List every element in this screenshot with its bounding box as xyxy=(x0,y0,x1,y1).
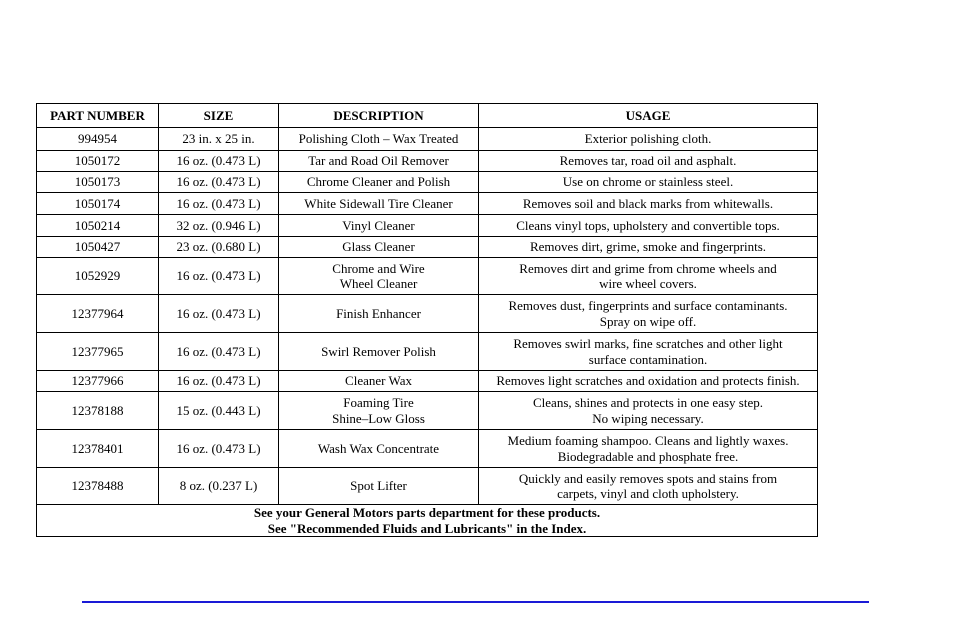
description-cell xyxy=(279,128,479,151)
header-description: DESCRIPTION xyxy=(279,104,479,128)
description-cell xyxy=(279,468,479,505)
size-cell: 16 oz. (0.473 L) xyxy=(159,371,279,392)
part-number-cell: 12378401 xyxy=(37,430,159,468)
size-cell: 16 oz. (0.473 L) xyxy=(159,193,279,215)
usage-cell xyxy=(479,258,818,295)
description-line: Tar and Road Oil Remover xyxy=(308,153,449,169)
size-cell: 16 oz. (0.473 L) xyxy=(159,333,279,371)
description-cell xyxy=(279,237,479,258)
usage-line: Quickly and easily removes spots and stains from xyxy=(518,470,778,486)
header-size: SIZE xyxy=(159,104,279,128)
part-number-cell: 1050427 xyxy=(37,237,159,258)
table-header-row xyxy=(37,104,818,128)
usage-line: Cleans, shines and protects in one easy step. xyxy=(533,395,763,410)
description-line: Wheel Cleaner xyxy=(339,276,418,291)
table-row xyxy=(37,333,818,371)
usage-cell xyxy=(479,371,818,392)
usage-line: wire wheel covers. xyxy=(599,276,697,291)
usage-cell xyxy=(479,237,818,258)
usage-line: Medium foaming shampoo. Cleans and lightly waxes. xyxy=(507,433,789,448)
usage-line: Removes light scratches and oxidation and protects finish. xyxy=(496,373,800,389)
description-line: Vinyl Cleaner xyxy=(342,217,415,233)
table-row xyxy=(37,172,818,193)
usage-line: carpets, vinyl and cloth upholstery. xyxy=(557,486,739,501)
usage-cell xyxy=(479,333,818,371)
parts-table xyxy=(36,103,818,537)
table-row xyxy=(37,237,818,258)
description-line: Cleaner Wax xyxy=(345,373,412,389)
footer-note xyxy=(37,505,818,537)
description-line: Polishing Cloth – Wax Treated xyxy=(298,131,459,147)
size-cell: 8 oz. (0.237 L) xyxy=(159,468,279,505)
usage-line: Removes soil and black marks from whitewalls. xyxy=(522,195,774,211)
size-cell: 23 oz. (0.680 L) xyxy=(159,237,279,258)
usage-cell xyxy=(479,172,818,193)
header-part-number: PART NUMBER xyxy=(37,104,159,128)
description-cell xyxy=(279,392,479,430)
description-cell xyxy=(279,172,479,193)
size-cell: 16 oz. (0.473 L) xyxy=(159,172,279,193)
description-cell xyxy=(279,215,479,237)
usage-line: Cleans vinyl tops, upholstery and convertible tops. xyxy=(516,217,780,233)
usage-line: No wiping necessary. xyxy=(592,410,704,426)
part-number-cell: 1050214 xyxy=(37,215,159,237)
table-row xyxy=(37,258,818,295)
size-cell: 16 oz. (0.473 L) xyxy=(159,295,279,333)
description-cell xyxy=(279,193,479,215)
part-number-cell: 12377964 xyxy=(37,295,159,333)
usage-cell xyxy=(479,430,818,468)
description-line: Spot Lifter xyxy=(350,478,407,494)
description-cell xyxy=(279,333,479,371)
description-line: Finish Enhancer xyxy=(336,305,421,321)
description-cell xyxy=(279,371,479,392)
description-line: Shine–Low Gloss xyxy=(332,410,425,426)
part-number-cell: 12378188 xyxy=(37,392,159,430)
usage-cell xyxy=(479,151,818,172)
usage-line: Removes tar, road oil and asphalt. xyxy=(559,153,737,169)
description-line: Chrome and Wire xyxy=(332,260,425,276)
description-line: Wash Wax Concentrate xyxy=(317,440,440,456)
table-row xyxy=(37,392,818,430)
part-number-cell: 1052929 xyxy=(37,258,159,295)
size-cell: 23 in. x 25 in. xyxy=(159,128,279,151)
page-rule xyxy=(82,601,869,603)
usage-cell xyxy=(479,215,818,237)
usage-line: Removes dirt and grime from chrome wheels and xyxy=(519,260,777,276)
part-number-cell: 12377965 xyxy=(37,333,159,371)
part-number-cell: 1050173 xyxy=(37,172,159,193)
usage-cell xyxy=(479,392,818,430)
size-cell: 32 oz. (0.946 L) xyxy=(159,215,279,237)
size-cell: 15 oz. (0.443 L) xyxy=(159,392,279,430)
size-cell: 16 oz. (0.473 L) xyxy=(159,151,279,172)
footer-line: See your General Motors parts department for these products. xyxy=(253,505,601,520)
description-line: Glass Cleaner xyxy=(342,239,415,255)
usage-line: Removes swirl marks, fine scratches and other light xyxy=(513,336,783,351)
table-row xyxy=(37,193,818,215)
description-line: Swirl Remover Polish xyxy=(321,343,436,359)
table-row xyxy=(37,430,818,468)
usage-line: surface contamination. xyxy=(588,351,708,367)
table-row xyxy=(37,151,818,172)
table-row xyxy=(37,128,818,151)
description-cell xyxy=(279,430,479,468)
description-cell xyxy=(279,258,479,295)
usage-line: Removes dirt, grime, smoke and fingerprints. xyxy=(529,239,767,255)
description-cell xyxy=(279,295,479,333)
table-row xyxy=(37,371,818,392)
part-number-cell: 12377966 xyxy=(37,371,159,392)
size-cell: 16 oz. (0.473 L) xyxy=(159,430,279,468)
part-number-cell: 1050174 xyxy=(37,193,159,215)
table-footer-row xyxy=(37,505,818,537)
part-number-cell: 1050172 xyxy=(37,151,159,172)
size-cell: 16 oz. (0.473 L) xyxy=(159,258,279,295)
usage-line: Removes dust, fingerprints and surface contaminants. xyxy=(508,298,788,313)
usage-line: Biodegradable and phosphate free. xyxy=(557,448,739,464)
description-line: White Sidewall Tire Cleaner xyxy=(304,195,453,211)
part-number-cell: 12378488 xyxy=(37,468,159,505)
usage-line: Use on chrome or stainless steel. xyxy=(562,174,734,190)
usage-cell xyxy=(479,468,818,505)
description-cell xyxy=(279,151,479,172)
footer-line: See "Recommended Fluids and Lubricants" in the Index. xyxy=(267,520,587,536)
usage-line: Spray on wipe off. xyxy=(599,313,697,329)
table-row xyxy=(37,215,818,237)
usage-cell xyxy=(479,193,818,215)
usage-cell xyxy=(479,128,818,151)
table-row xyxy=(37,295,818,333)
description-line: Foaming Tire xyxy=(343,395,414,410)
usage-line: Exterior polishing cloth. xyxy=(584,131,712,147)
header-usage: USAGE xyxy=(479,104,818,128)
description-line: Chrome Cleaner and Polish xyxy=(306,174,451,190)
usage-cell xyxy=(479,295,818,333)
table-row xyxy=(37,468,818,505)
part-number-cell: 994954 xyxy=(37,128,159,151)
